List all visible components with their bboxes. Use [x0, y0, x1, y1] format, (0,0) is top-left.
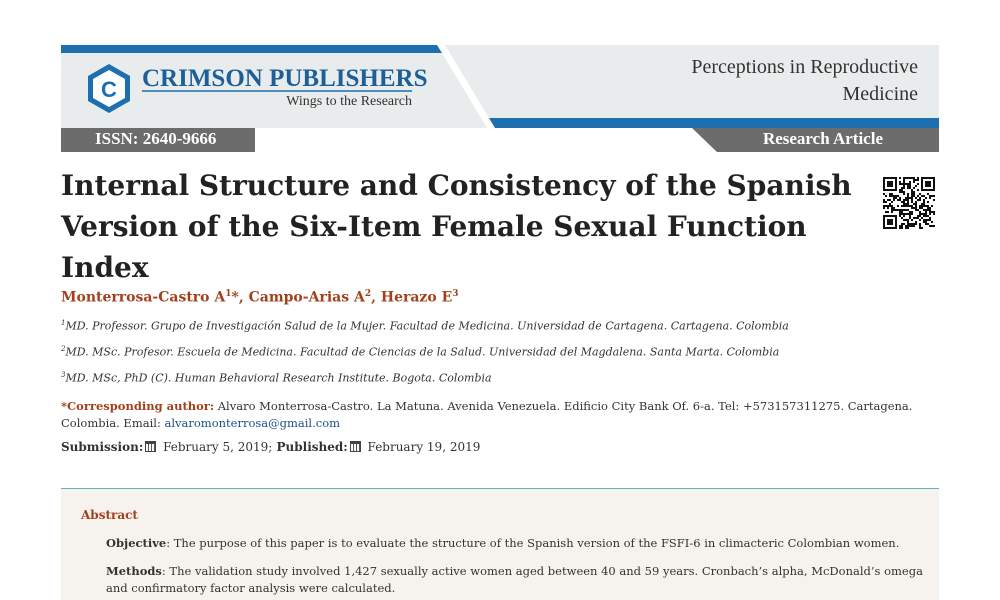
paper-title-line1: Internal Structure and Consistency of the Spanish: [61, 169, 852, 202]
abstract-heading: Abstract: [81, 508, 138, 522]
journal-name-line1: Perceptions in Reproductive: [691, 56, 918, 78]
calendar-icon: [350, 441, 361, 452]
affiliation-3: [61, 371, 492, 385]
publisher-tagline: Wings to the Research: [286, 94, 412, 109]
header-left-blue-stripe: [61, 45, 442, 53]
corresponding-author: [61, 398, 941, 432]
publication-dates: [61, 440, 480, 454]
methods-text: : The validation study involved 1,427 sexually active women aged between 40 and 59 years. Cronbach’s alpha, McDonald’s omega and confirmatory factor analysis were calculated.: [106, 564, 923, 595]
journal-name: [578, 54, 918, 108]
author-name[interactable]: Monterrosa-Castro A: [61, 289, 226, 306]
objective-text: : The purpose of this paper is to evaluate the structure of the Spanish version of the FSFI-6 in climacteric Colombian women.: [166, 536, 900, 550]
submission-label: Submission:: [61, 440, 144, 454]
affiliation-1: [61, 319, 789, 333]
author-separator: ,: [371, 289, 381, 306]
corresponding-email-link[interactable]: alvaromonterrosa@gmail.com: [164, 416, 341, 430]
published-date: February 19, 2019: [363, 440, 481, 454]
affiliation-text: MD. MSc, PhD (C). Human Behavioral Research Institute. Bogota. Colombia: [65, 371, 492, 385]
header-right-blue-stripe: [489, 118, 939, 128]
journal-header: [0, 0, 1000, 160]
author-sup: 3: [452, 289, 459, 299]
article-type-label: Research Article: [762, 129, 883, 148]
paper-title: [61, 165, 881, 288]
submission-date: February 5, 2019;: [159, 440, 273, 454]
issn-label: ISSN: 2640-9666: [95, 129, 217, 148]
abstract-box: [61, 488, 939, 600]
corresponding-text: Alvaro Monterrosa-Castro. La Matuna. Avenida Venezuela. Edificio City Bank Of. 6-a. Tel: +573157311275. Cartagena. Colombia. Email:: [61, 399, 913, 430]
objective-label: Objective: [106, 536, 167, 550]
journal-name-line2: Medicine: [842, 83, 918, 105]
paper-title-line2: Version of the Six-Item Female Sexual Function Index: [61, 210, 807, 284]
affiliation-sup: 1: [61, 319, 66, 327]
author-sup: 2: [364, 289, 372, 299]
affiliation-sup: 3: [61, 371, 66, 379]
author-sup: 1: [225, 289, 232, 299]
author-name[interactable]: Campo-Arias A: [248, 289, 365, 306]
affiliation-2: [61, 345, 779, 359]
qr-code-icon[interactable]: [883, 177, 935, 229]
author-separator: *,: [231, 289, 249, 306]
logo-letter: C: [101, 77, 117, 102]
affiliation-sup: 2: [61, 345, 66, 353]
author-list: [61, 289, 459, 306]
corresponding-label: *Corresponding author:: [61, 399, 215, 413]
affiliation-text: MD. MSc. Profesor. Escuela de Medicina. Facultad de Ciencias de la Salud. Universidad del Magdalena. Santa Marta. Colombia: [65, 345, 780, 359]
methods-label: Methods: [106, 564, 162, 578]
abstract-objective: [106, 535, 926, 552]
calendar-icon: [145, 441, 156, 452]
published-label: Published:: [272, 440, 348, 454]
abstract-methods: [106, 563, 926, 597]
publisher-name: CRIMSON PUBLISHERS: [142, 65, 428, 92]
author-name[interactable]: Herazo E: [380, 289, 453, 306]
affiliation-text: MD. Professor. Grupo de Investigación Salud de la Mujer. Facultad de Medicina. Universidad de Cartagena. Cartagena. Colombia: [65, 319, 789, 333]
